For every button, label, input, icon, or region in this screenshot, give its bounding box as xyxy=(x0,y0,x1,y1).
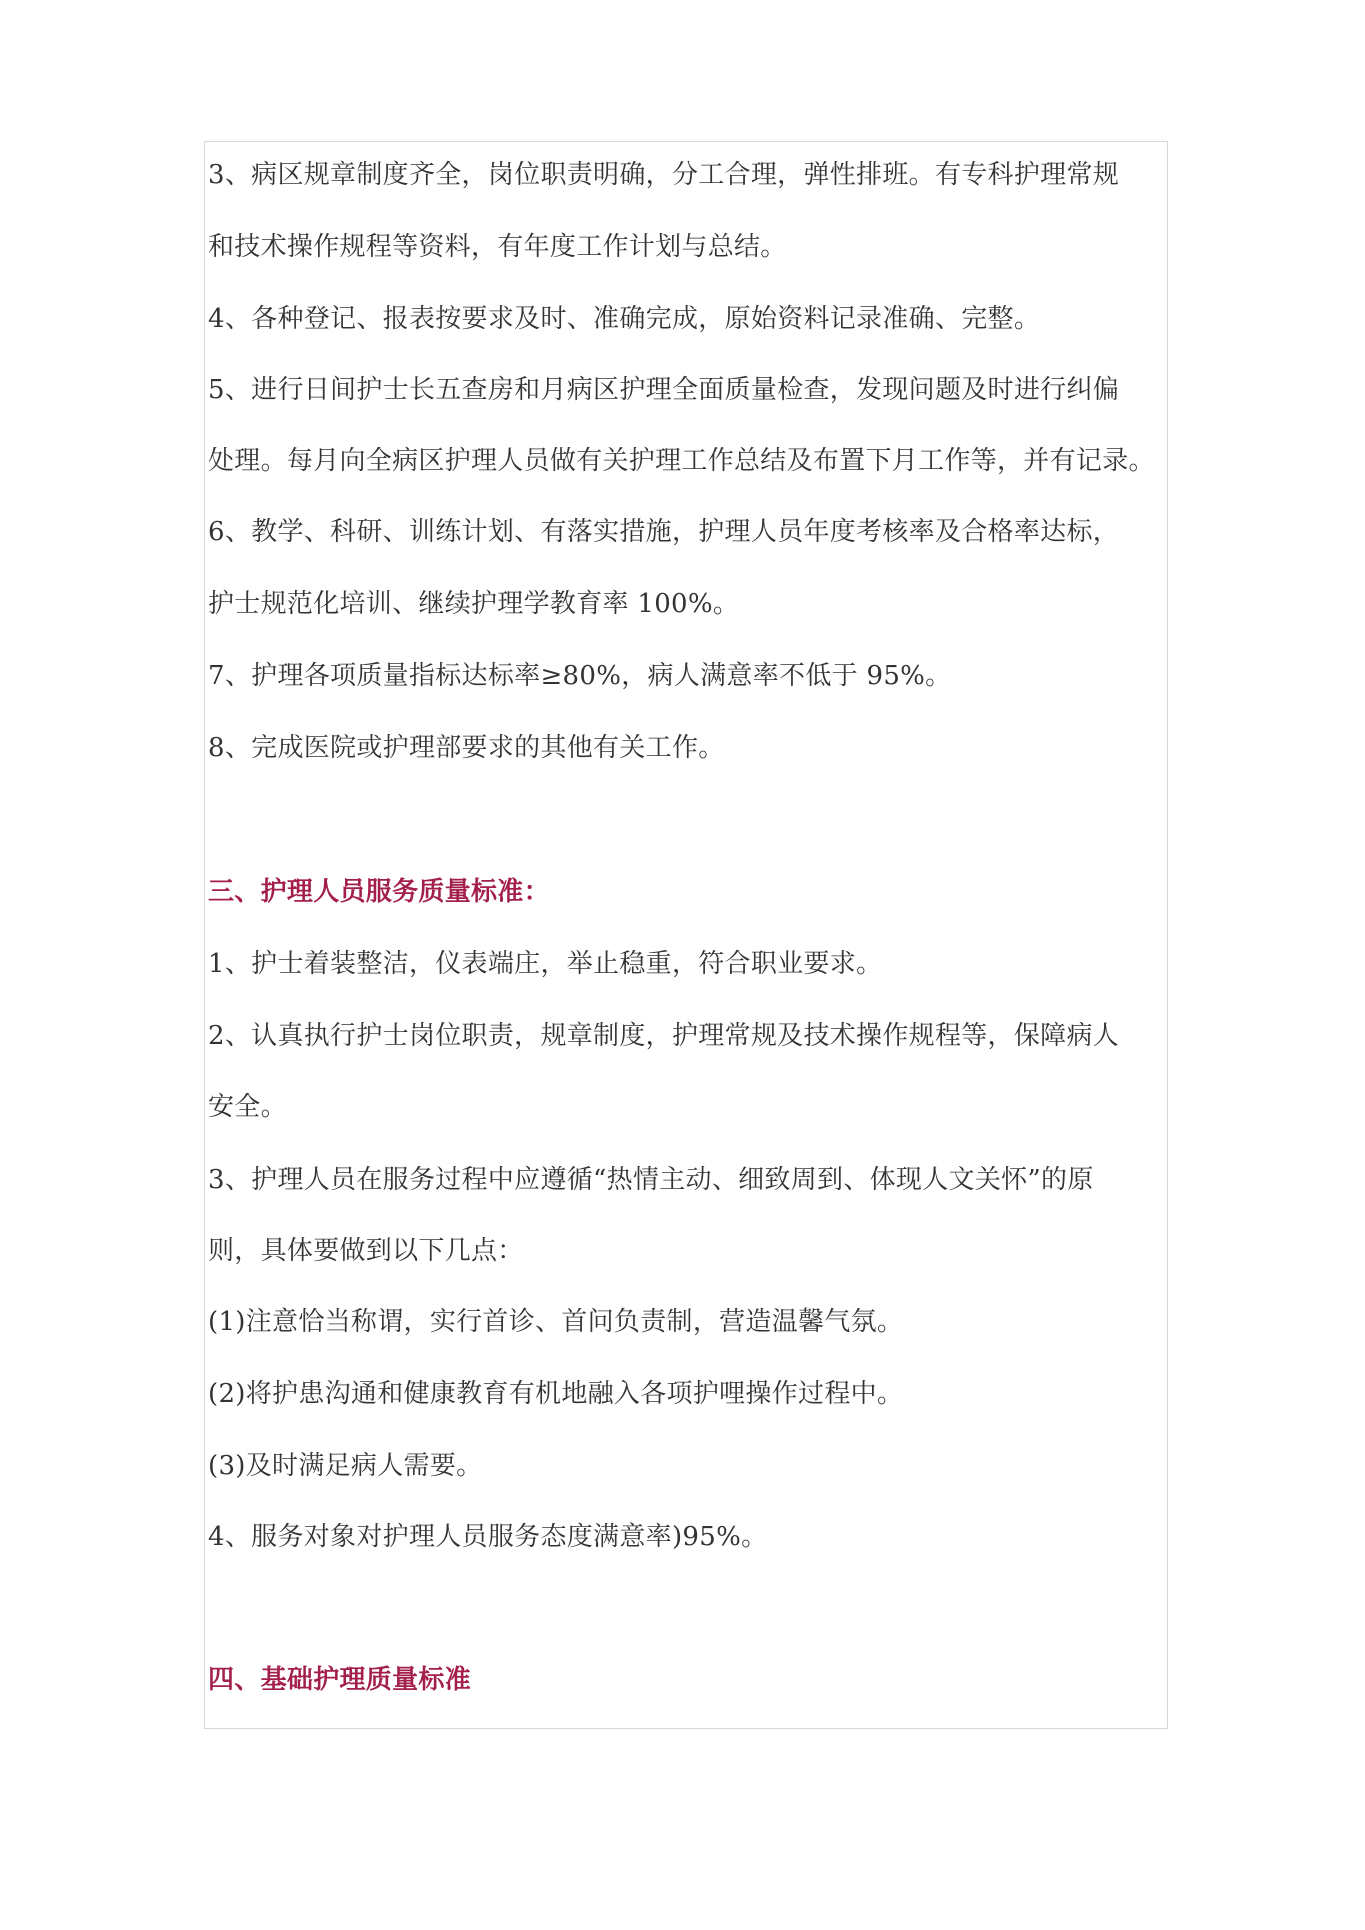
paragraph-line: 3、病区规章制度齐全，岗位职责明确，分工合理，弹性排班。有专科护理常规 xyxy=(208,160,1120,190)
paragraph-line: 安全。 xyxy=(208,1092,287,1122)
section-heading: 四、基础护理质量标准 xyxy=(208,1665,472,1695)
paragraph-line: 处理。每月向全病区护理人员做有关护理工作总结及布置下月工作等，并有记录。 xyxy=(208,446,1155,476)
paragraph-line: (3)及时满足病人需要。 xyxy=(208,1451,483,1481)
paragraph-line: (2)将护患沟通和健康教育有机地融入各项护哩操作过程中。 xyxy=(208,1379,904,1409)
paragraph-line: 6、教学、科研、训练计划、有落实措施，护理人员年度考核率及合格率达标， xyxy=(208,517,1120,547)
paragraph-line: 1、护士着装整洁，仪表端庄，举止稳重，符合职业要求。 xyxy=(208,949,883,979)
paragraph-line: 2、认真执行护士岗位职责，规章制度，护理常规及技术操作规程等，保障病人 xyxy=(208,1021,1120,1051)
paragraph-line: (1)注意恰当称谓，实行首诊、首问负责制，营造温馨气氛。 xyxy=(208,1307,904,1337)
paragraph-line: 3、护理人员在服务过程中应遵循“热情主动、细致周到、体现人文关怀”的原 xyxy=(208,1165,1094,1195)
paragraph-line: 护士规范化培训、继续护理学教育率 100%。 xyxy=(208,589,740,619)
section-heading: 三、护理人员服务质量标准： xyxy=(208,877,550,907)
paragraph-line: 4、服务对象对护理人员服务态度满意率)95%。 xyxy=(208,1522,768,1552)
paragraph-line: 则，具体要做到以下几点： xyxy=(208,1236,524,1266)
paragraph-line: 4、各种登记、报表按要求及时、准确完成，原始资料记录准确、完整。 xyxy=(208,304,1041,334)
paragraph-line: 8、完成医院或护理部要求的其他有关工作。 xyxy=(208,733,725,763)
paragraph-line: 5、进行日间护士长五查房和月病区护理全面质量检查，发现问题及时进行纠偏 xyxy=(208,375,1120,405)
paragraph-line: 和技术操作规程等资料，有年度工作计划与总结。 xyxy=(208,232,787,262)
paragraph-line: 7、护理各项质量指标达标率≥80%，病人满意率不低于 95%。 xyxy=(208,661,952,691)
